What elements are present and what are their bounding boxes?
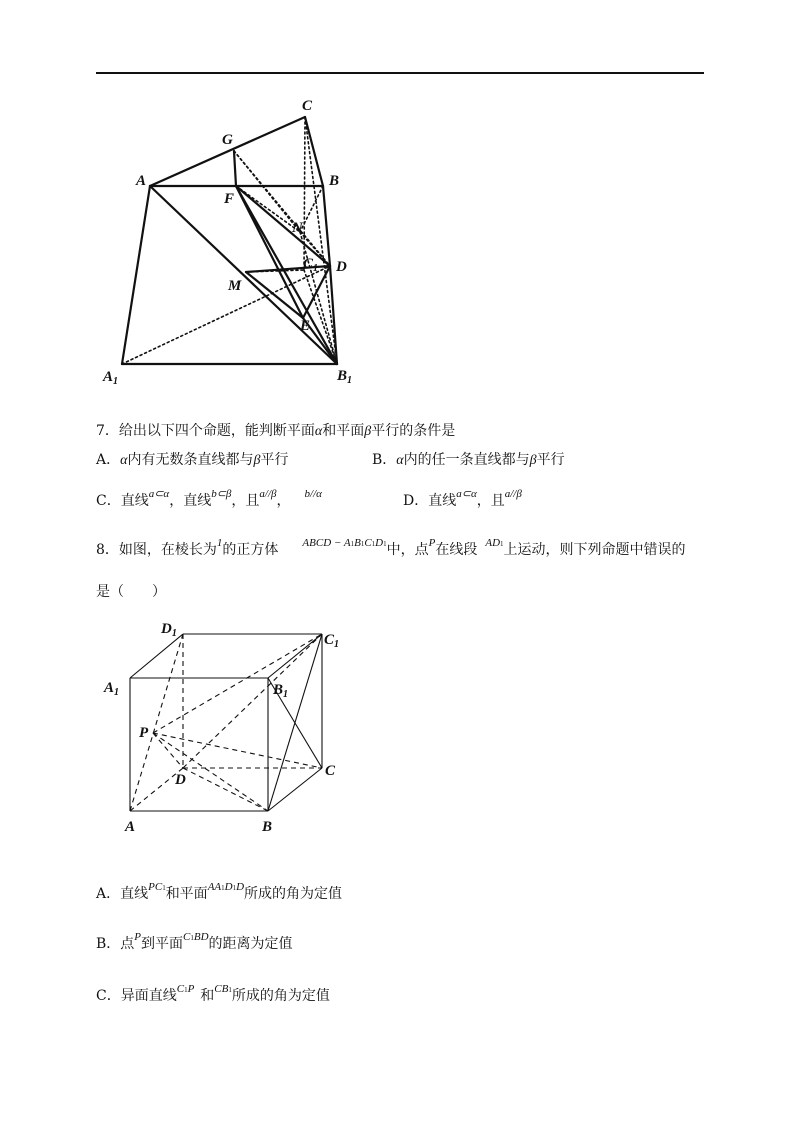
q7-option-c: C．直线$^{a\subset\alpha}$，直线$^{b\subset\beta}$，且$^{a//\beta}$， $^{b//\alpha}$ <box>96 488 322 509</box>
label-P: P <box>139 725 149 741</box>
label-C1: $C_1$ <box>324 632 340 650</box>
label-A: A <box>125 819 136 835</box>
figure-2-cube <box>100 615 360 840</box>
q8-option-a: A．直线$^{PC1}$和平面$^{AA1D1D}$所成的角为定值 <box>96 881 343 902</box>
label-C1: $C_1$ <box>303 256 319 274</box>
q8-stem-line2: 是（ ） <box>96 584 166 600</box>
label-G: G <box>222 132 233 148</box>
q8-option-c: C．异面直线$^{C1P}$ 和$^{CB1}$所成的角为定值 <box>96 983 330 1004</box>
label-C: C <box>325 763 336 779</box>
figure-1-geometry <box>90 90 380 390</box>
label-B1: $B_1$ <box>337 368 353 386</box>
q7-option-b: B．α内的任一条直线都与β平行 <box>372 452 565 468</box>
q8-stem: 8．如图，在棱长为$^1$的正方体 $^{ABCD - A1B1C1D1}$中，点$^P$在线段 $^{AD1}$上运动，则下列命题中错误的 <box>96 537 686 558</box>
label-N: N <box>292 220 303 236</box>
label-B1: $B_1$ <box>273 682 289 700</box>
label-M: M <box>228 278 242 294</box>
header-rule <box>96 72 704 74</box>
q7-option-d: D．直线$^{a\subset\alpha}$，且$^{a//\beta}$ <box>403 488 522 509</box>
label-D: D <box>175 772 186 788</box>
q7-stem: 7．给出以下四个命题，能判断平面α和平面β平行的条件是 <box>96 423 456 439</box>
label-B: B <box>329 173 340 189</box>
label-A1: $A_1$ <box>103 369 119 387</box>
label-E: E <box>300 318 311 334</box>
label-B: B <box>262 819 273 835</box>
label-A: A <box>136 173 147 189</box>
q7-option-a: A．α内有无数条直线都与β平行 <box>96 452 289 468</box>
q8-option-b: B．点$^P$到平面$^{C1BD}$的距离为定值 <box>96 931 293 952</box>
label-F: F <box>224 191 235 207</box>
label-A1: $A_1$ <box>104 680 120 698</box>
label-C: C <box>302 98 313 114</box>
label-D: D <box>336 259 347 275</box>
label-D1: $D_1$ <box>161 621 177 639</box>
